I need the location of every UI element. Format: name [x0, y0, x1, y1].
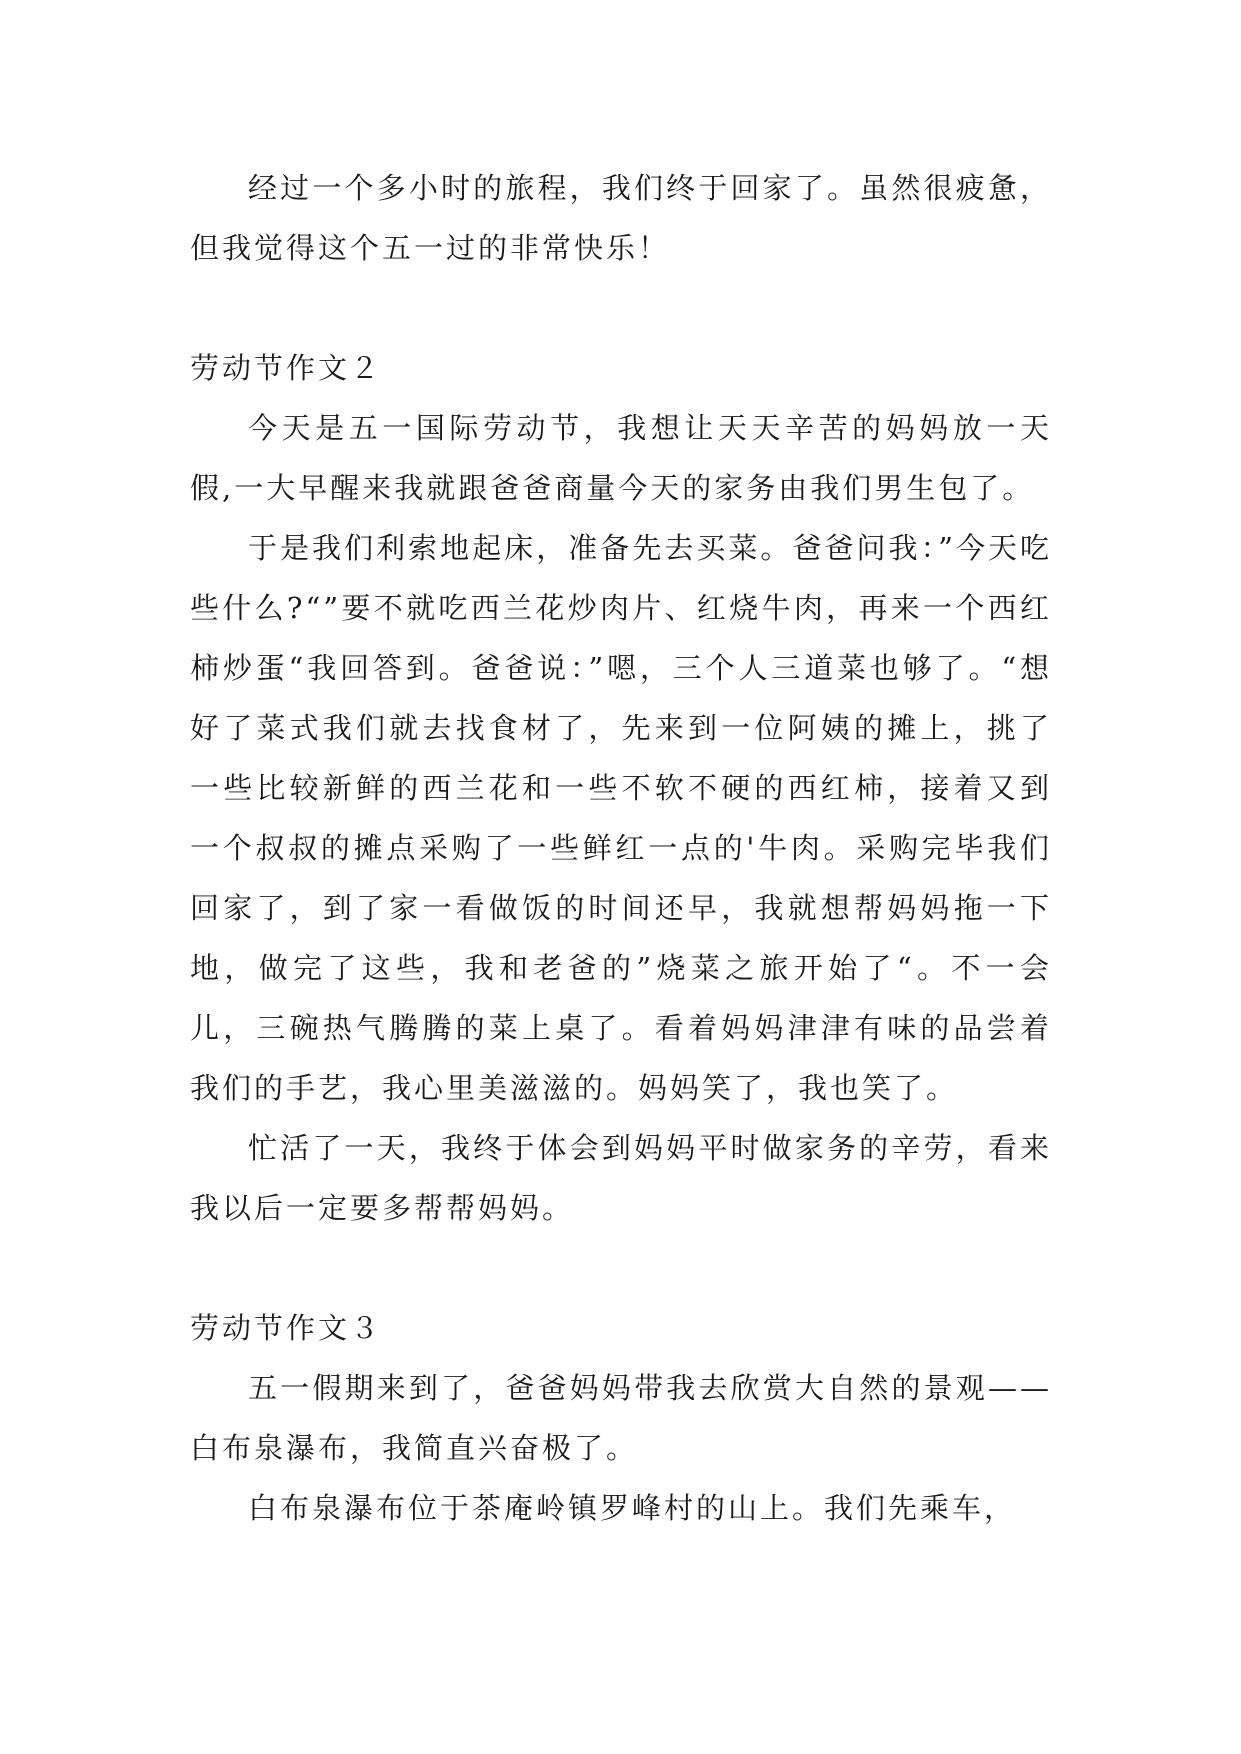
section-title: 劳动节作文２ — [190, 351, 383, 385]
essay-section-3 — [190, 1298, 1052, 1538]
section-title: 劳动节作文３ — [190, 1311, 383, 1345]
document-body — [190, 158, 1052, 1538]
section-paragraph: 于是我们利索地起床，准备先去买菜。爸爸问我：”今天吃些什么?“”要不就吃西兰花炒肉片、红烧牛肉，再来一个西红柿炒蛋“我回答到。爸爸说：”嗯，三个人三道菜也够了。“想好了菜式我们就去找食材了，先来到一位阿姨的摊上，挑了一些比较新鲜的西兰花和一些不软不硬的西红柿，接着又到一个叔叔的摊点采购了一些鲜红一点的'牛肉。采购完毕我们回家了，到了家一看做饭的时间还早，我就想帮妈妈拖一下地，做完了这些，我和老爸的”烧菜之旅开始了“。不一会儿，三碗热气腾腾的菜上桌了。看着妈妈津津有味的品尝着我们的手艺，我心里美滋滋的。妈妈笑了，我也笑了。 — [190, 531, 1052, 1105]
section-paragraph: 白布泉瀑布位于茶庵岭镇罗峰村的山上。我们先乘车， — [248, 1491, 1017, 1525]
section-paragraph: 忙活了一天，我终于体会到妈妈平时做家务的辛劳，看来我以后一定要多帮帮妈妈。 — [190, 1131, 1052, 1225]
intro-paragraph: 经过一个多小时的旅程，我们终于回家了。虽然很疲惫，但我觉得这个五一过的非常快乐！ — [190, 171, 1052, 265]
section-paragraph: 五一假期来到了，爸爸妈妈带我去欣赏大自然的景观——白布泉瀑布，我简直兴奋极了。 — [190, 1371, 1052, 1465]
section-spacer — [190, 278, 1052, 338]
essay-section-2 — [190, 338, 1052, 1238]
section-paragraph: 今天是五一国际劳动节，我想让天天辛苦的妈妈放一天假,一大早醒来我就跟爸爸商量今天的家务由我们男生包了。 — [190, 411, 1052, 505]
section-spacer — [190, 1238, 1052, 1298]
